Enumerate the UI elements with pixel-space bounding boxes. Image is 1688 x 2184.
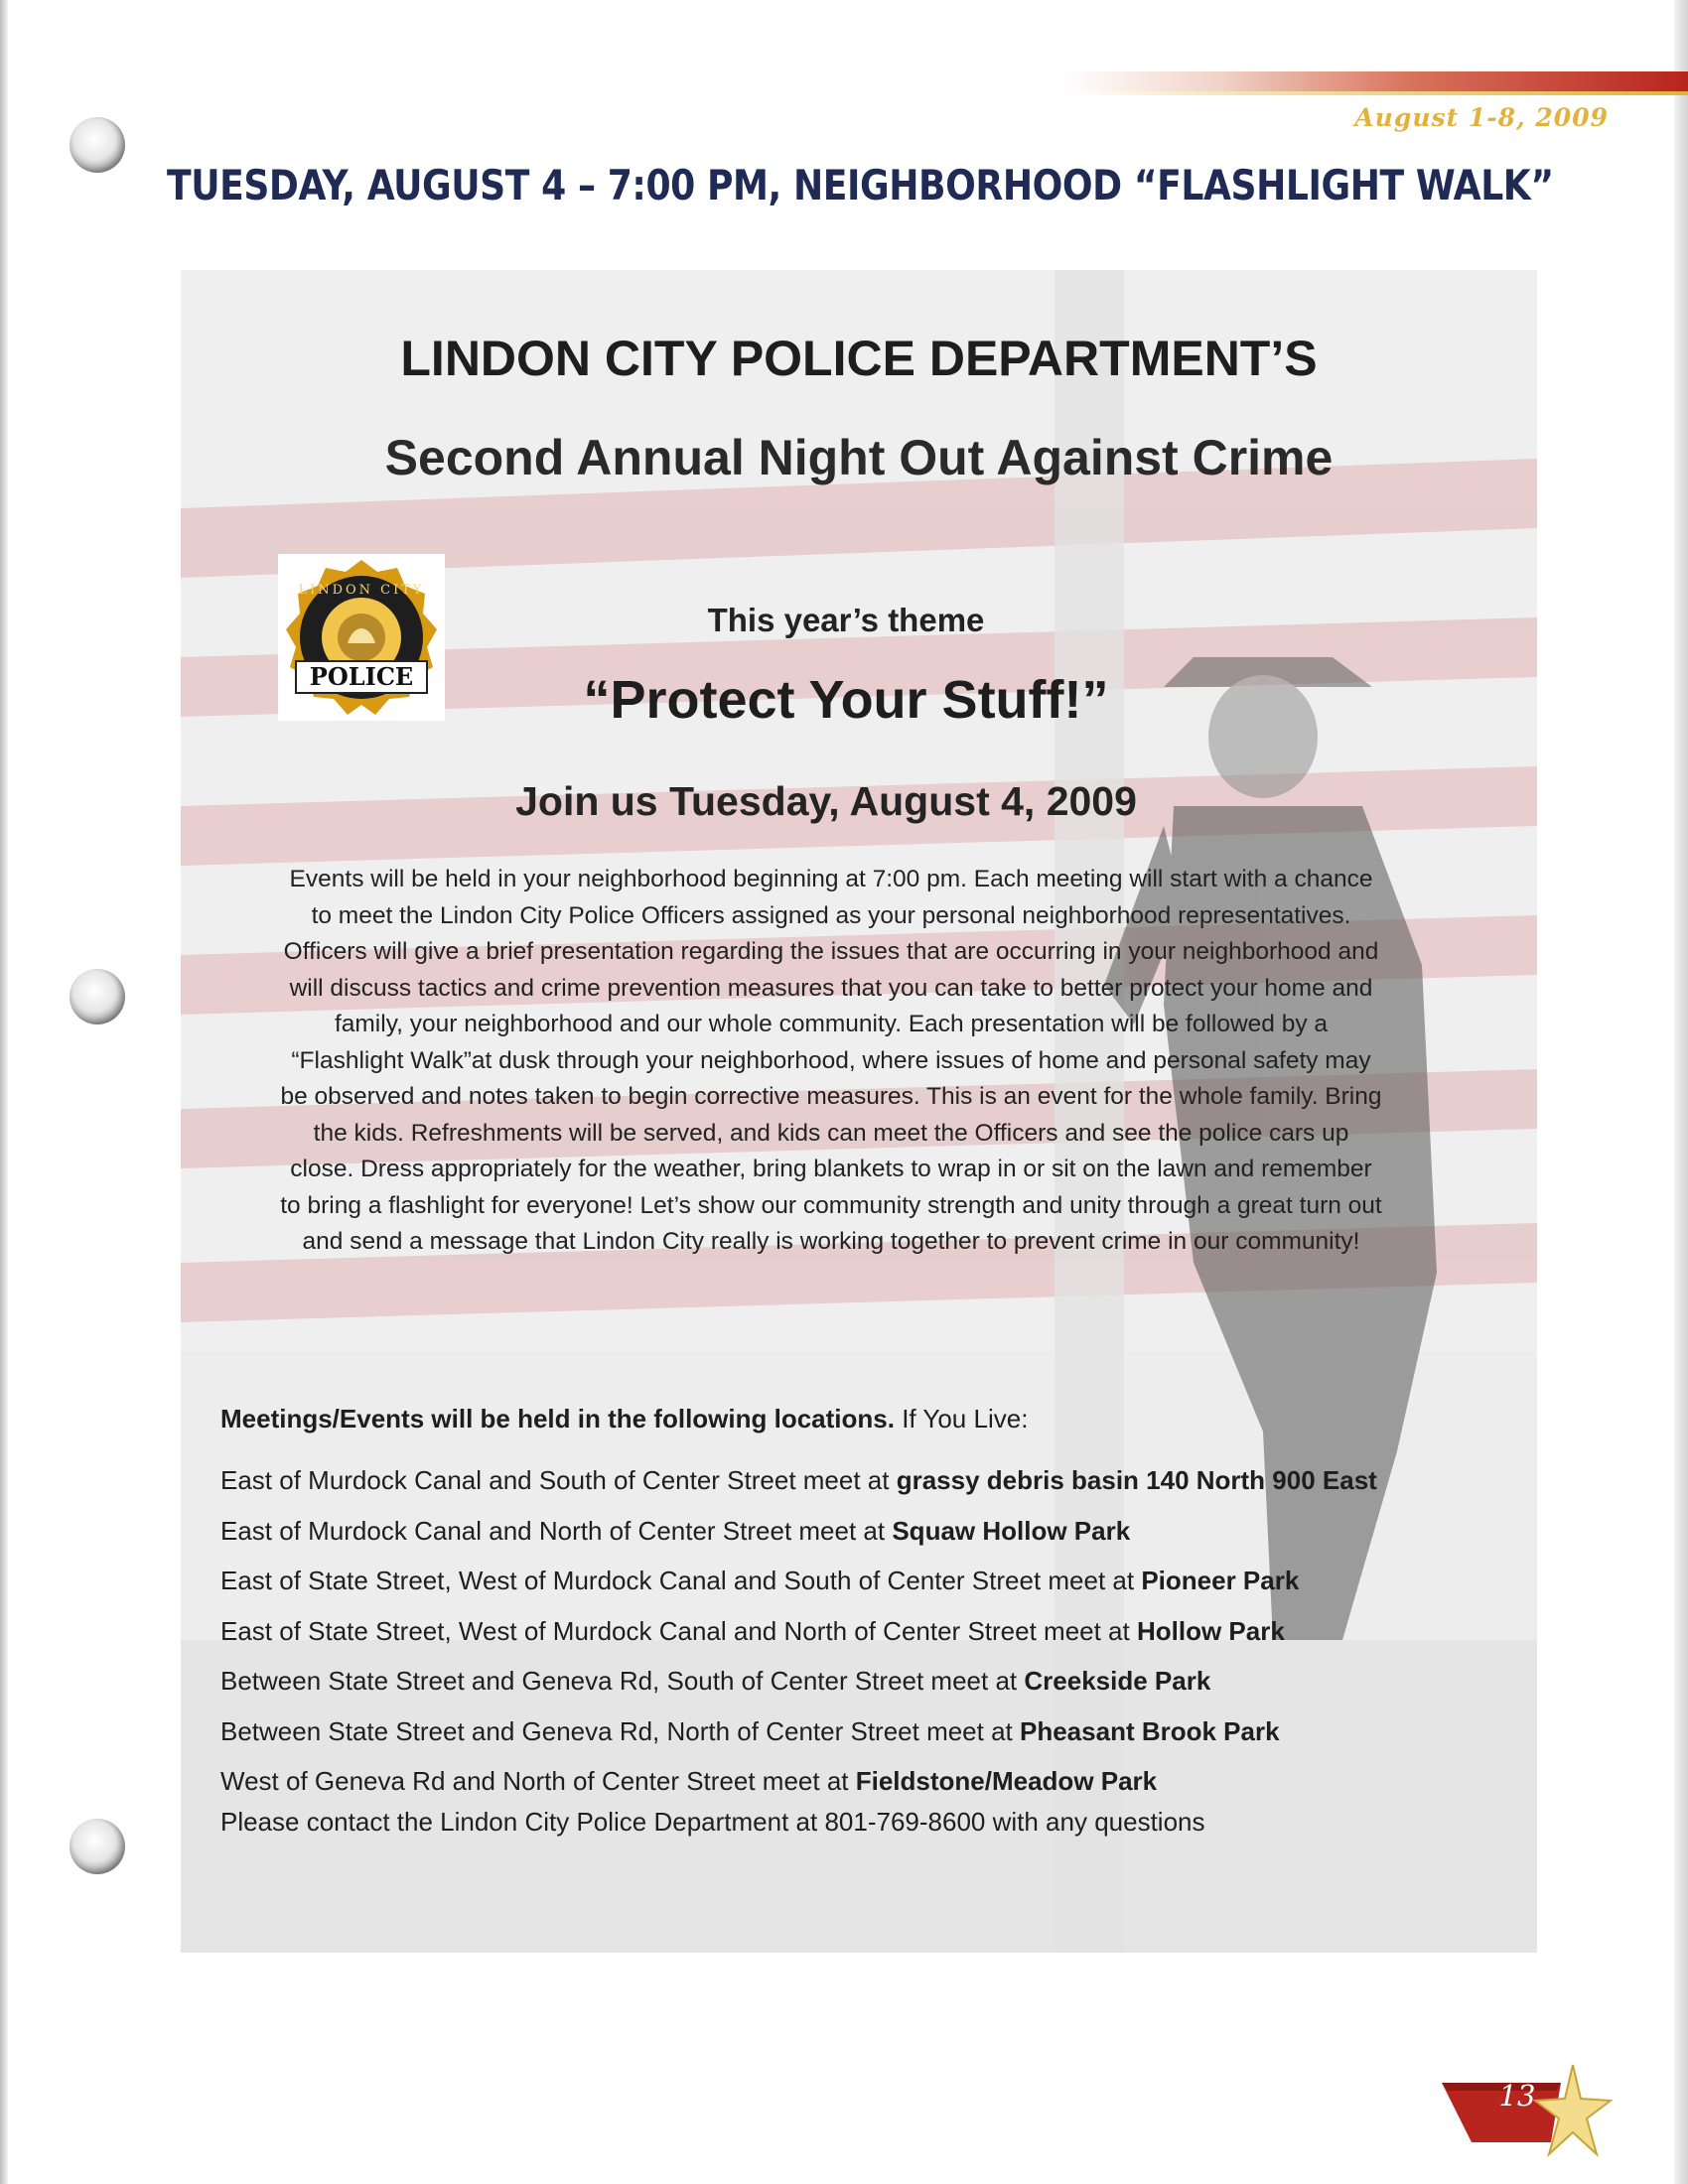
binder-hole-top — [70, 117, 125, 173]
binder-hole-bottom — [70, 1819, 125, 1874]
police-badge-logo — [278, 554, 445, 721]
location-item — [220, 1506, 1377, 1557]
flyer-title-event: Second Annual Night Out Against Crime — [384, 430, 1334, 485]
page-headline: TUESDAY, AUGUST 4 – 7:00 PM, NEIGHBORHOOD “FLASHLIGHT WALK” — [167, 161, 1554, 209]
location-item — [220, 1656, 1377, 1706]
header-accent-bar — [1062, 71, 1688, 91]
theme-label: This year’s theme — [707, 602, 985, 638]
event-description: Events will be held in your neighborhood beginning at 7:00 pm. Each meeting will start with a chance to meet the Lindon City Police Officers assigned as your personal neighborhood representatives. Officers will give a brief presentation regarding the issues that are occurring in your neighborhood and will discuss tactics and crime prevention measures that you can take to better protect your home and family, your neighborhood and our whole community. Each presentation will be followed by a “Flashlight Walk”at dusk through your neighborhood, where issues of home and personal safety may be observed and notes taken to begin corrective measures. This is an event for the whole family. Bring the kids. Refreshments will be served, and kids can meet the Officers and see the police cars up close. Dress appropriately for the weather, bring blankets to wrap in or sit on the lawn and remember to bring a flashlight for everyone! Let’s show our community strength and unity through a great turn out and send a message that Lindon City really is working together to prevent crime in our community! — [280, 866, 1382, 1255]
theme-slogan: “Protect Your Stuff!” — [583, 670, 1109, 730]
location-item — [220, 1606, 1377, 1657]
binder-hole-middle — [70, 969, 125, 1024]
location-item — [220, 1756, 1377, 1807]
location-item — [220, 1706, 1377, 1757]
location-area: Between State Street and Geneva Rd, South of Center Street meet at — [220, 1666, 1025, 1696]
location-item — [220, 1455, 1377, 1506]
page-number: 13 — [1498, 2079, 1536, 2113]
badge-banner-text: POLICE — [309, 662, 414, 691]
date-range: August 1-8, 2009 — [1354, 103, 1609, 132]
location-place: Pheasant Brook Park — [1020, 1715, 1280, 1746]
location-area: West of Geneva Rd and North of Center Street meet at — [220, 1766, 856, 1796]
location-place: Creekside Park — [1024, 1666, 1211, 1696]
event-flyer — [181, 270, 1537, 1953]
location-item — [220, 1556, 1377, 1606]
location-place: Pioneer Park — [1141, 1566, 1300, 1595]
locations-list — [220, 1455, 1377, 1807]
location-place: Squaw Hollow Park — [892, 1515, 1131, 1546]
locations-heading-bold: Meetings/Events will be held in the following locations. — [220, 1404, 895, 1433]
locations-heading-rest: If You Live: — [894, 1404, 1029, 1433]
location-area: East of Murdock Canal and North of Center Street meet at — [220, 1515, 893, 1546]
page-number-badge — [1442, 2063, 1613, 2162]
header-accent-bar-gold — [1062, 91, 1688, 95]
location-place: Fieldstone/Meadow Park — [855, 1766, 1158, 1796]
location-area: Between State Street and Geneva Rd, North of Center Street meet at — [220, 1715, 1020, 1746]
location-area: East of State Street, West of Murdock Canal and South of Center Street meet at — [220, 1566, 1142, 1595]
location-place: grassy debris basin 140 North 900 East — [896, 1465, 1377, 1495]
event-date-line: Join us Tuesday, August 4, 2009 — [515, 778, 1137, 824]
flyer-title-department: LINDON CITY POLICE DEPARTMENT’S — [400, 331, 1318, 386]
badge-ring-text: LINDON CITY — [298, 583, 425, 598]
location-place: Hollow Park — [1136, 1615, 1285, 1646]
location-area: East of Murdock Canal and South of Center Street meet at — [220, 1465, 897, 1495]
contact-line: Please contact the Lindon City Police Department at 801-769-8600 with any questions — [220, 1807, 1205, 1837]
locations-heading — [220, 1404, 1028, 1434]
page-right-edge — [1674, 0, 1688, 2184]
page-left-edge — [0, 0, 8, 2184]
location-area: East of State Street, West of Murdock Canal and North of Center Street meet at — [220, 1615, 1137, 1646]
